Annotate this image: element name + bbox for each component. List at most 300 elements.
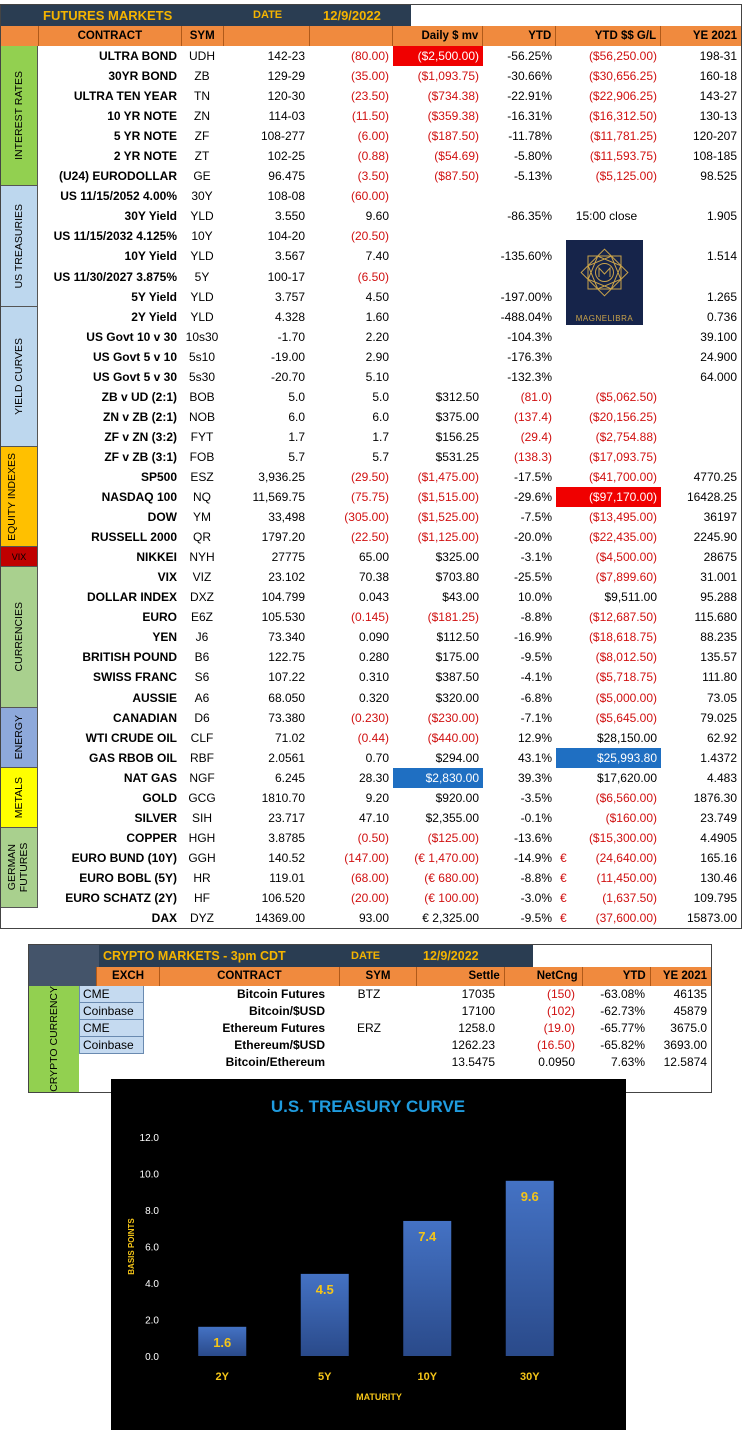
- cell-last: 102-25: [267, 149, 305, 164]
- table-row: [38, 86, 741, 106]
- cell-sym: HGH: [188, 830, 216, 845]
- cell-ytd: -11.78%: [508, 129, 552, 144]
- cell-chg: (35.00): [350, 69, 389, 84]
- crypto-cell-ytd: -62.73%: [600, 1004, 645, 1018]
- cell-name: US 11/15/2052 4.00%: [60, 189, 177, 204]
- table-row: [38, 166, 741, 186]
- cell-last: 120-30: [267, 89, 305, 104]
- cell-ytd: 39.3%: [517, 770, 552, 785]
- cell-daily: ($1,125.00): [417, 530, 479, 545]
- cell-chg: 0.043: [358, 590, 389, 605]
- cell-chg: (23.50): [350, 89, 389, 104]
- cell-daily: $387.50: [435, 670, 479, 685]
- crypto-header-settle: Settle: [417, 967, 505, 986]
- cell-ye: [661, 267, 741, 287]
- cell-ye: 1.514: [706, 249, 737, 264]
- futures-date-label: DATE: [253, 9, 283, 21]
- cell-daily: ($54.69): [434, 149, 479, 164]
- cell-ytd-gl: ($11,593.75): [589, 149, 657, 164]
- cell-ytd: -56.25%: [507, 49, 552, 63]
- logo-text: MAGNELIBRA: [575, 314, 634, 323]
- cell-ytd-gl: ($30,656.25): [588, 69, 657, 84]
- cell-name: ZF v ZB (3:1): [104, 449, 177, 464]
- cell-sym: BOB: [189, 389, 215, 404]
- cell-ye: 108-185: [692, 149, 737, 164]
- cell-ye: 23.749: [700, 810, 737, 825]
- cell-last: 73.340: [268, 630, 305, 645]
- cell-daily: $156.25: [435, 429, 479, 444]
- crypto-cell-contract: Ethereum Futures: [222, 1021, 325, 1035]
- cell-ye: 39.100: [700, 329, 737, 344]
- cell-ytd: -14.9%: [513, 850, 552, 865]
- cell-ytd: (138.3): [513, 449, 552, 464]
- cell-daily: $294.00: [435, 750, 479, 765]
- table-row: [38, 587, 741, 607]
- cell-last: 119.01: [269, 870, 305, 885]
- cell-ye: 98.525: [700, 169, 737, 184]
- cell-daily: [393, 307, 483, 327]
- cell-daily: (€ 100.00): [424, 890, 479, 905]
- cell-sym: YLD: [190, 249, 214, 264]
- table-row: [38, 467, 741, 487]
- cell-ytd-gl: [556, 367, 661, 387]
- cell-ytd-gl: $17,620.00: [596, 770, 657, 785]
- cell-last: 1797.20: [261, 530, 305, 545]
- cell-sym: NGF: [189, 770, 215, 785]
- cell-chg: 5.10: [365, 369, 389, 384]
- cell-sym: ESZ: [190, 469, 214, 484]
- cell-name: ZB v UD (2:1): [101, 389, 177, 404]
- section-label-energy: ENERGY: [1, 708, 38, 768]
- header-daily-mv: Daily $ mv: [393, 26, 483, 46]
- crypto-title: CRYPTO MARKETS - 3pm CDT: [99, 945, 351, 967]
- cell-sym: FOB: [189, 449, 215, 464]
- treasury-curve-svg: [111, 1079, 626, 1430]
- cell-last: 68.050: [268, 690, 305, 705]
- cell-ye: 62.92: [706, 730, 737, 745]
- table-row: [38, 186, 741, 206]
- header-ytd-gl: YTD $$ G/L: [556, 26, 661, 46]
- crypto-title-bar: [29, 945, 711, 967]
- cell-ye: 24.900: [700, 349, 737, 364]
- cell-daily: $375.00: [435, 409, 479, 424]
- table-row: [38, 647, 741, 667]
- crypto-date-label: DATE: [351, 945, 423, 967]
- cell-chg: (29.50): [350, 469, 389, 484]
- cell-sym: YM: [193, 510, 211, 525]
- cell-chg: (305.00): [344, 510, 389, 525]
- table-row: [38, 607, 741, 627]
- cell-ytd-gl: ($16,312.50): [588, 109, 657, 124]
- cell-last: 122.75: [268, 650, 305, 665]
- crypto-cell-sym: ERZ: [357, 1021, 381, 1035]
- futures-date: 12/9/2022: [323, 8, 381, 23]
- cell-ytd-gl: ($5,125.00): [595, 169, 657, 184]
- section-label-vix: VIX: [1, 547, 38, 567]
- cell-sym: 30Y: [191, 189, 213, 204]
- cell-chg: 1.7: [372, 429, 389, 444]
- euro-symbol: €: [560, 870, 567, 885]
- cell-ye: 1.905: [706, 209, 737, 224]
- cell-ytd: -8.8%: [520, 610, 552, 625]
- crypto-cell-netchg: (150): [546, 987, 575, 1001]
- cell-sym: HR: [193, 870, 211, 885]
- futures-header-row: [1, 26, 741, 46]
- cell-daily: ($2,500.00): [393, 46, 483, 66]
- cell-ytd: -20.0%: [513, 530, 552, 545]
- crypto-cell-contract: Ethereum/$USD: [234, 1038, 325, 1052]
- cell-ytd-gl: ($12,687.50): [588, 610, 657, 625]
- cell-ytd-gl: [556, 186, 661, 206]
- cell-chg: (11.50): [351, 109, 389, 124]
- cell-ytd-gl: ($5,000.00): [595, 690, 657, 705]
- crypto-cell-exch: CME: [79, 986, 144, 1003]
- cell-sym: CLF: [190, 730, 214, 745]
- cell-ytd-gl: ($5,645.00): [595, 710, 657, 725]
- cell-name: 2Y Yield: [131, 309, 177, 324]
- cell-last: 108-277: [260, 129, 305, 144]
- cell-ytd-gl: ($8,012.50): [595, 650, 657, 665]
- cell-ytd-gl: ($160.00): [605, 810, 657, 825]
- crypto-cell-ye: 45879: [673, 1004, 707, 1018]
- cell-ytd-gl: ($13,495.00): [588, 510, 657, 525]
- cell-name: EURO BUND (10Y): [71, 850, 177, 865]
- cell-daily: ($187.50): [427, 129, 479, 144]
- crypto-cell-ytd: -63.08%: [600, 987, 645, 1001]
- cell-last: 6.245: [274, 770, 305, 785]
- crypto-row: [79, 1003, 711, 1020]
- cell-sym: ZF: [194, 129, 210, 144]
- cell-ytd-gl: ($20,156.25): [588, 409, 657, 424]
- cell-last: 5.0: [288, 389, 305, 404]
- cell-daily: $531.25: [435, 449, 479, 464]
- cell-ytd-gl: 15:00 close: [575, 209, 638, 224]
- cell-sym: YLD: [190, 289, 214, 304]
- cell-daily: [393, 347, 483, 367]
- cell-ytd-gl: ($56,250.00): [588, 49, 657, 63]
- y-tick-label: 6.0: [145, 1242, 159, 1254]
- cell-chg: (68.00): [350, 870, 389, 885]
- cell-ytd-gl: € (1,637.50): [556, 888, 661, 908]
- cell-ytd-gl: ($11,781.25): [589, 129, 657, 144]
- cell-sym: E6Z: [190, 610, 213, 625]
- crypto-cell-ye: 3675.0: [670, 1021, 707, 1035]
- cell-daily: [393, 327, 483, 347]
- cell-chg: 4.50: [365, 289, 389, 304]
- section-label-yield-curves: YIELD CURVES: [1, 307, 38, 447]
- cell-ye: 135.57: [700, 650, 737, 665]
- futures-markets-table: [0, 4, 742, 929]
- cell-chg: 65.00: [358, 550, 389, 565]
- section-label-us-treasuries: US TREASURIES: [1, 186, 38, 306]
- crypto-cell-settle: 17100: [461, 1004, 495, 1018]
- table-row: [38, 126, 741, 146]
- cell-daily: € 2,325.00: [422, 911, 479, 926]
- table-row: [38, 708, 741, 728]
- cell-last: -20.70: [270, 369, 305, 384]
- table-row: [38, 667, 741, 687]
- cell-ye: 16428.25: [686, 490, 737, 505]
- cell-name: US Govt 5 v 30: [92, 369, 177, 384]
- crypto-cell-sym: [329, 1054, 409, 1071]
- cell-name: 30YR BOND: [108, 69, 177, 84]
- x-tick-label: 5Y: [318, 1371, 332, 1383]
- cell-ye: 1876.30: [693, 790, 737, 805]
- cell-daily: $920.00: [435, 790, 479, 805]
- cell-sym: RBF: [190, 750, 214, 765]
- magnelibra-logo-icon: [566, 240, 643, 312]
- chart-title: U.S. TREASURY CURVE: [270, 1097, 466, 1116]
- cell-name: EURO BOBL (5Y): [79, 870, 177, 885]
- cell-name: DOLLAR INDEX: [87, 590, 177, 605]
- crypto-cell-settle: 1258.0: [458, 1021, 495, 1035]
- header-ytd: YTD: [483, 26, 556, 46]
- cell-ye: [661, 447, 741, 467]
- cell-chg: 47.10: [358, 810, 389, 825]
- cell-ytd: [483, 186, 556, 206]
- table-row: [38, 146, 741, 166]
- crypto-date: 12/9/2022: [423, 945, 533, 967]
- crypto-cell-netchg: (102): [546, 1004, 575, 1018]
- y-tick-label: 2.0: [145, 1315, 159, 1327]
- crypto-cell-exch: Coinbase: [79, 1037, 144, 1054]
- crypto-header-sym: SYM: [340, 967, 418, 986]
- cell-ytd-gl: $28,150.00: [596, 730, 657, 745]
- euro-symbol: €: [560, 850, 567, 865]
- cell-name: 2 YR NOTE: [113, 149, 177, 164]
- cell-last: 3.757: [274, 289, 305, 304]
- cell-ytd: -9.5%: [520, 650, 552, 665]
- cell-last: 104.799: [261, 590, 305, 605]
- cell-last: 100-17: [267, 269, 305, 284]
- cell-sym: GCG: [188, 790, 216, 805]
- cell-chg: 0.320: [358, 690, 389, 705]
- cell-ytd: -3.5%: [520, 790, 552, 805]
- cell-ytd: -17.5%: [513, 469, 552, 484]
- cell-last: 1810.70: [261, 790, 305, 805]
- cell-name: 5 YR NOTE: [113, 129, 177, 144]
- cell-daily: [393, 246, 483, 266]
- y-tick-label: 12.0: [139, 1133, 159, 1144]
- table-row: [38, 407, 741, 427]
- table-row: [38, 908, 741, 928]
- cell-last: 96.475: [268, 169, 305, 184]
- cell-ye: 120-207: [692, 129, 737, 144]
- section-label-german-futures: GERMAN FUTURES: [1, 828, 38, 908]
- cell-ye: [661, 407, 741, 427]
- cell-daily: ($230.00): [427, 710, 479, 725]
- cell-ytd: -3.1%: [520, 550, 552, 565]
- cell-ytd-gl: € (24,640.00): [556, 848, 661, 868]
- cell-ytd: -0.1%: [520, 810, 552, 825]
- cell-chg: 2.20: [365, 329, 389, 344]
- cell-sym: VIZ: [192, 570, 212, 585]
- cell-chg: (0.50): [357, 830, 389, 845]
- cell-ytd: -7.5%: [520, 510, 552, 525]
- table-row: [38, 627, 741, 647]
- header-contract: CONTRACT: [39, 26, 182, 46]
- crypto-header-netchg: NetCng: [505, 967, 583, 986]
- cell-last: 71.02: [274, 730, 305, 745]
- cell-ytd-gl: € (37,600.00): [556, 908, 661, 928]
- cell-ye: 160-18: [699, 69, 737, 84]
- cell-sym: NOB: [188, 409, 215, 424]
- cell-chg: 5.0: [372, 389, 389, 404]
- cell-ytd-gl: € (11,450.00): [556, 868, 661, 888]
- crypto-cell-ytd: -65.82%: [600, 1038, 645, 1052]
- cell-last: 140.52: [268, 850, 305, 865]
- cell-chg: (0.145): [350, 610, 389, 625]
- cell-ytd-gl: ($5,718.75): [595, 670, 657, 685]
- cell-last: 23.102: [268, 570, 305, 585]
- cell-ytd-gl: [556, 327, 661, 347]
- cell-name: 30Y Yield: [124, 209, 177, 224]
- cell-sym: ZN: [194, 109, 210, 124]
- cell-last: -1.70: [277, 329, 305, 344]
- futures-title-bar: [1, 5, 741, 26]
- cell-ytd: -30.66%: [507, 69, 552, 84]
- cell-ytd: -176.3%: [507, 349, 552, 364]
- cell-sym: 5Y: [194, 269, 210, 284]
- cell-last: -19.00: [270, 349, 305, 364]
- table-row: [38, 728, 741, 748]
- cell-last: 108-08: [267, 189, 305, 204]
- cell-ytd-gl: ($4,500.00): [595, 550, 657, 565]
- cell-last: 142-23: [267, 49, 305, 63]
- cell-ytd: -8.8%: [520, 870, 552, 885]
- cell-ye: 143-27: [699, 89, 737, 104]
- cell-name: COPPER: [126, 830, 177, 845]
- cell-last: 14369.00: [254, 911, 305, 926]
- cell-ytd-gl: $25,993.80: [556, 748, 661, 768]
- cell-ytd: -3.0%: [520, 890, 552, 905]
- y-tick-label: 0.0: [145, 1352, 159, 1363]
- crypto-cell-netchg: (19.0): [543, 1021, 575, 1035]
- crypto-header-exch: EXCH: [97, 967, 160, 986]
- cell-sym: QR: [193, 530, 211, 545]
- cell-ytd-gl: ($2,754.88): [595, 429, 657, 444]
- cell-sym: FYT: [190, 429, 214, 444]
- cell-name: AUSSIE: [132, 690, 177, 705]
- cell-name: 10 YR NOTE: [107, 109, 177, 124]
- crypto-cell-exch: [79, 1054, 144, 1071]
- cell-name: CANADIAN: [113, 710, 177, 725]
- cell-sym: S6: [194, 670, 210, 685]
- cell-ye: 73.05: [706, 690, 737, 705]
- cell-ytd-gl: ($97,170.00): [556, 487, 661, 507]
- crypto-cell-ye: 46135: [673, 987, 707, 1001]
- crypto-cell-ye: 3693.00: [663, 1038, 707, 1052]
- cell-ytd: -16.31%: [507, 109, 552, 124]
- cell-chg: (80.00): [350, 49, 389, 63]
- crypto-rows: [79, 986, 711, 1092]
- crypto-cell-settle: 13.5475: [451, 1055, 495, 1069]
- x-tick-label: 10Y: [417, 1371, 438, 1383]
- cell-ye: 2245.90: [693, 530, 737, 545]
- cell-name: EURO: [142, 610, 177, 625]
- table-row: [38, 527, 741, 547]
- cell-sym: J6: [195, 630, 209, 645]
- cell-sym: TN: [194, 89, 210, 104]
- cell-daily: (€ 680.00): [424, 870, 479, 885]
- cell-ye: 1.4372: [700, 750, 737, 765]
- cell-ye: 0.736: [706, 309, 737, 324]
- cell-chg: 93.00: [358, 911, 389, 926]
- cell-chg: 70.38: [358, 570, 389, 585]
- cell-ytd-gl: ($17,093.75): [588, 449, 657, 464]
- cell-chg: 0.280: [358, 650, 389, 665]
- cell-daily: ($1,093.75): [417, 69, 479, 84]
- cell-last: 27775: [271, 550, 305, 565]
- cell-name: RUSSELL 2000: [91, 530, 177, 545]
- cell-ye: 28675: [703, 550, 737, 565]
- cell-sym: ZB: [194, 69, 210, 84]
- cell-ytd: 10.0%: [517, 590, 552, 605]
- cell-sym: 10s30: [185, 329, 219, 344]
- cell-sym: GE: [193, 169, 211, 184]
- table-row: [38, 828, 741, 848]
- cell-name: NAT GAS: [123, 770, 177, 785]
- cell-ytd: (137.4): [513, 409, 552, 424]
- futures-rows: [38, 46, 741, 928]
- section-label-equity-indexes: EQUITY INDEXES: [1, 447, 38, 547]
- cell-last: 11,569.75: [252, 490, 305, 505]
- cell-last: 129-29: [267, 69, 305, 84]
- crypto-cell-contract: Bitcoin/Ethereum: [225, 1055, 325, 1069]
- x-tick-label: 30Y: [519, 1371, 540, 1383]
- cell-sym: DYZ: [190, 911, 214, 926]
- cell-daily: $43.00: [442, 590, 479, 605]
- header-last: [224, 26, 310, 46]
- cell-sym: ZT: [194, 149, 210, 164]
- table-row: [38, 206, 741, 226]
- cell-name: ULTRA TEN YEAR: [73, 89, 177, 104]
- cell-name: BRITISH POUND: [82, 650, 177, 665]
- crypto-row: [79, 986, 711, 1003]
- table-row: [38, 748, 741, 768]
- table-row: [38, 868, 741, 888]
- cell-ye: 111.80: [702, 670, 737, 685]
- cell-daily: ($359.38): [427, 109, 479, 124]
- crypto-cell-sym: [329, 1037, 409, 1054]
- cell-chg: 7.40: [365, 249, 389, 264]
- cell-ytd-gl: ($22,435.00): [588, 530, 657, 545]
- cell-daily: $320.00: [435, 690, 479, 705]
- crypto-cell-netchg: (16.50): [536, 1038, 575, 1052]
- bar-30y: [506, 1181, 554, 1356]
- cell-chg: 9.60: [365, 209, 389, 224]
- cell-chg: 0.70: [365, 750, 389, 765]
- cell-chg: (20.50): [350, 229, 389, 244]
- table-row: [38, 688, 741, 708]
- crypto-header-contract: CONTRACT: [160, 967, 340, 986]
- cell-ytd-gl: ($15,300.00): [588, 830, 657, 845]
- crypto-row: [79, 1037, 711, 1054]
- cell-ytd: (29.4): [520, 429, 552, 444]
- table-row: [38, 888, 741, 908]
- cell-daily: (€ 1,470.00): [414, 850, 479, 865]
- cell-name: US Govt 10 v 30: [86, 329, 177, 344]
- cell-chg: (0.44): [357, 730, 389, 745]
- crypto-cell-settle: 1262.23: [451, 1038, 495, 1052]
- table-row: [38, 507, 741, 527]
- crypto-cell-netchg: 0.0950: [538, 1055, 575, 1069]
- cell-sym: DXZ: [190, 590, 214, 605]
- cell-last: 106.520: [261, 890, 305, 905]
- cell-name: GOLD: [142, 790, 177, 805]
- y-tick-label: 10.0: [139, 1169, 159, 1181]
- cell-chg: (20.00): [350, 890, 389, 905]
